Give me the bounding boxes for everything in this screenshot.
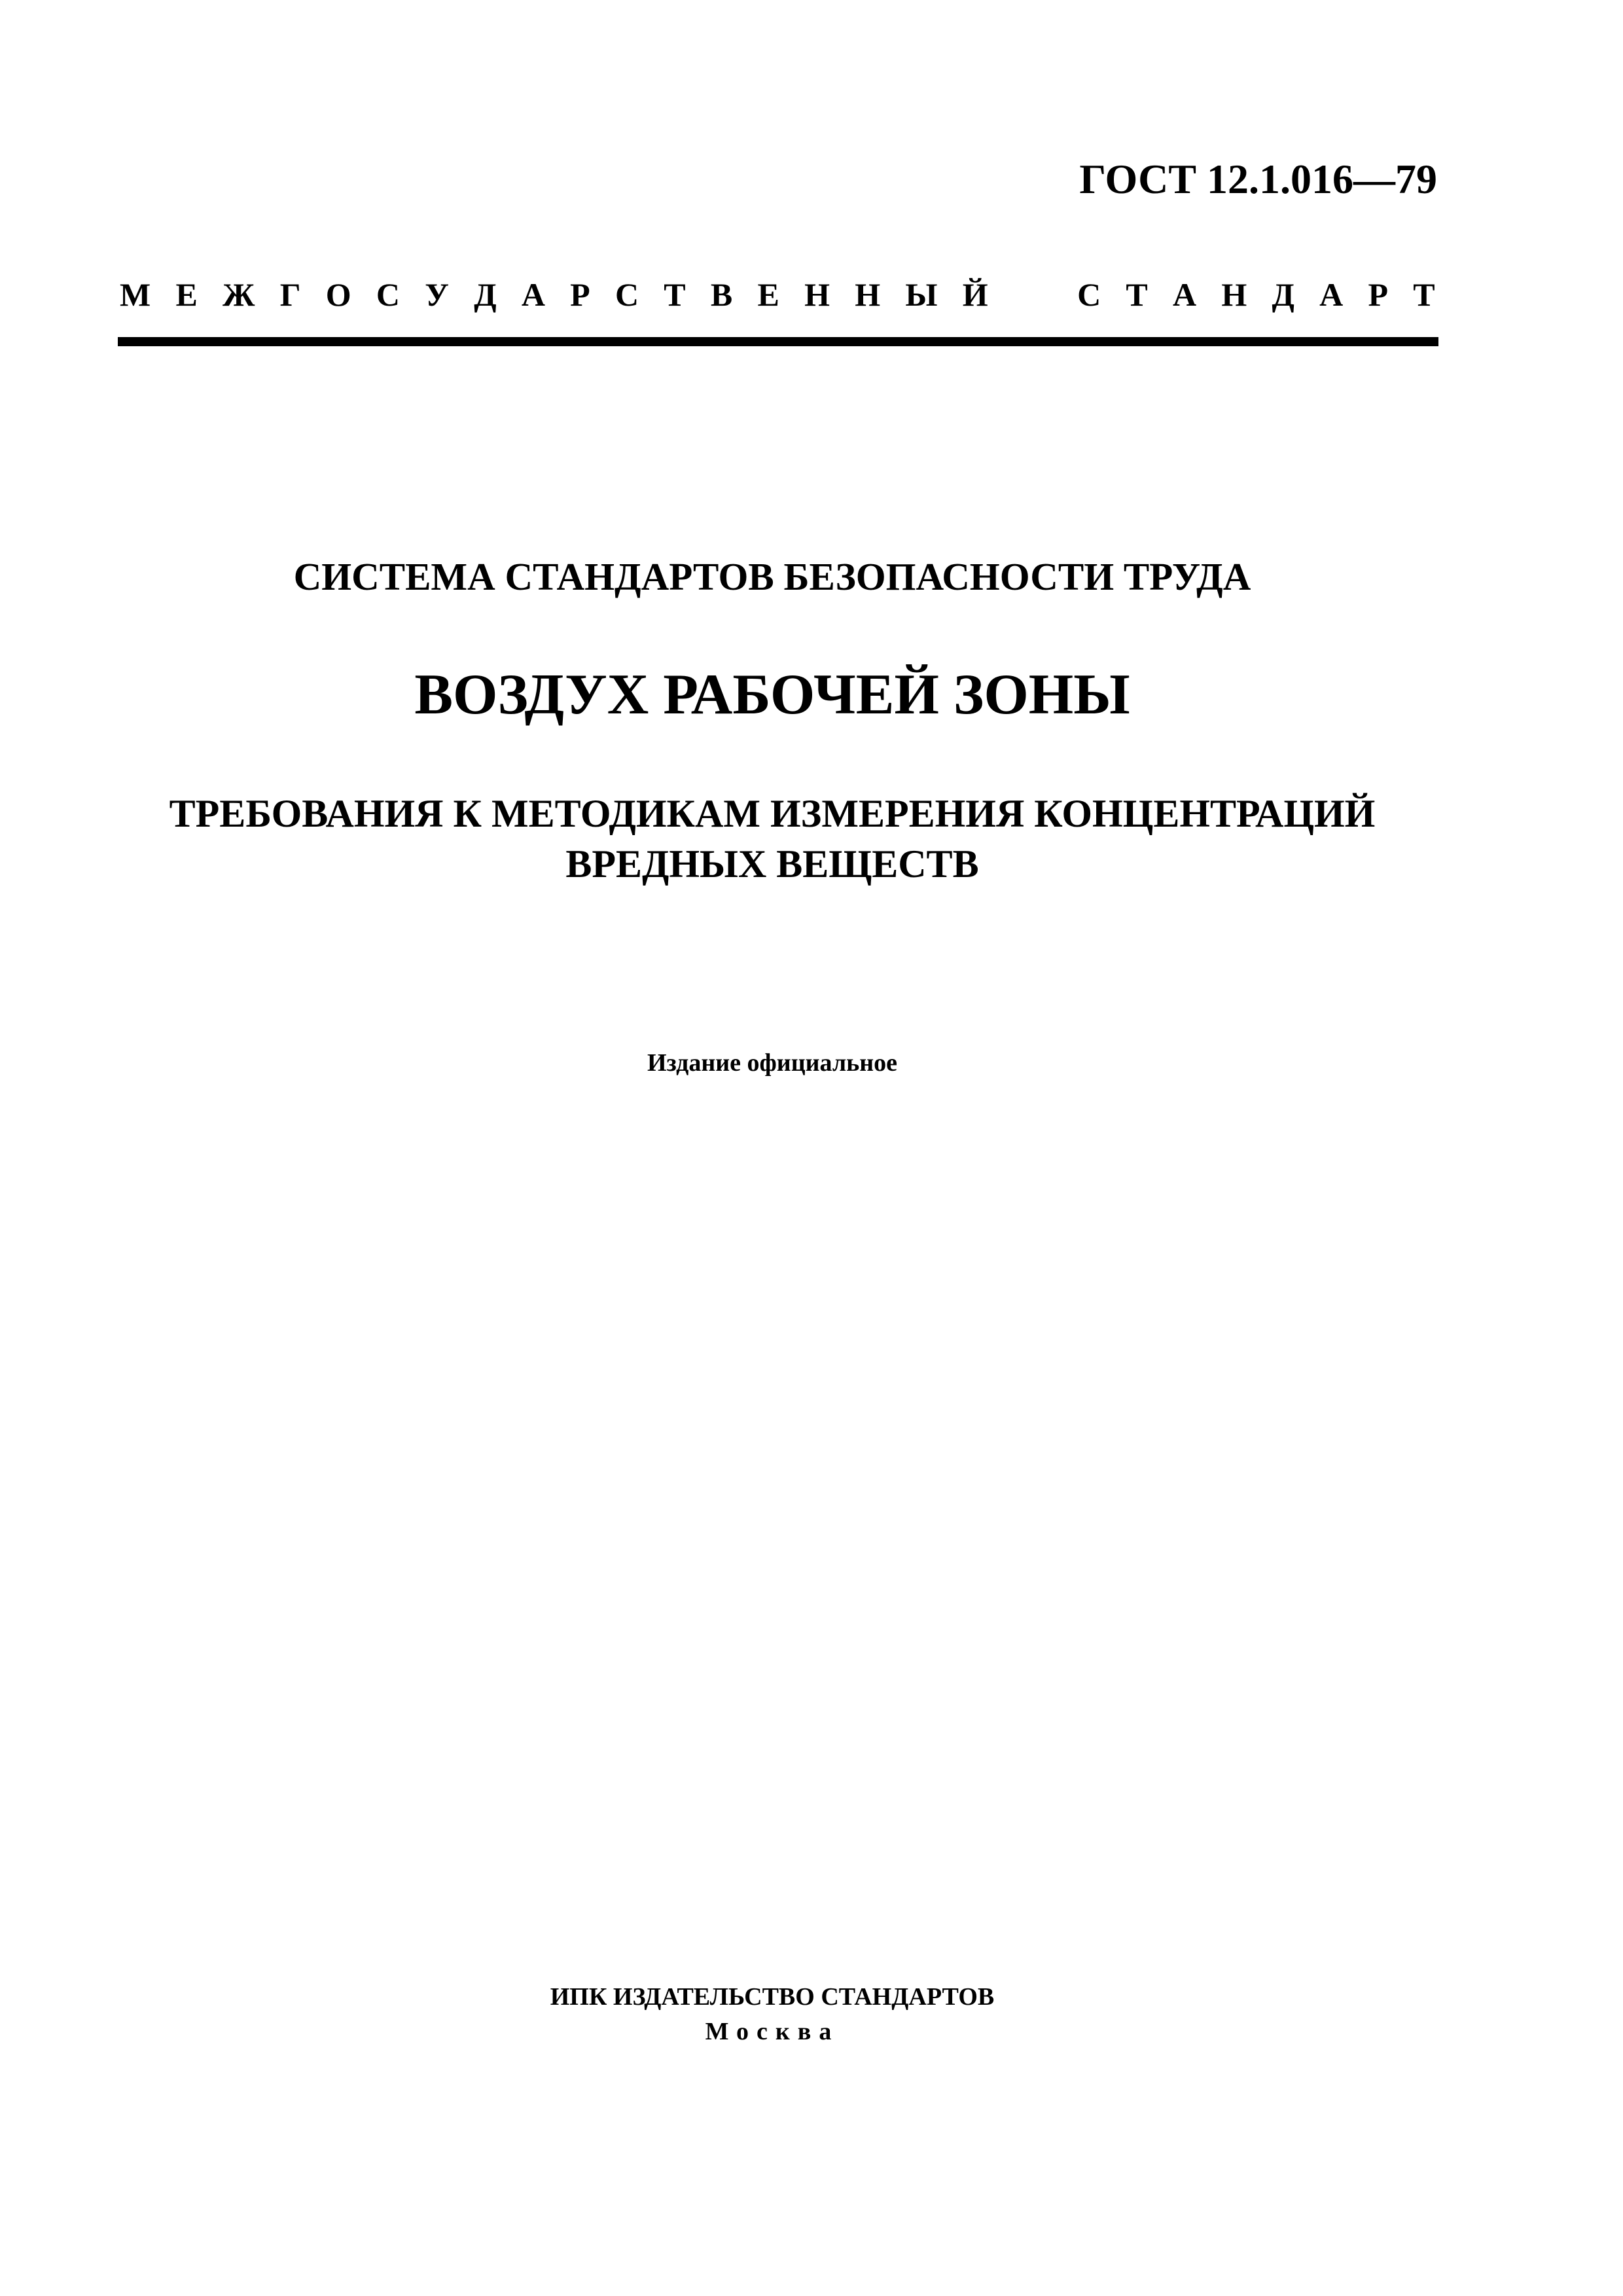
subtitle-line: ТРЕБОВАНИЯ К МЕТОДИКАМ ИЗМЕРЕНИЯ КОНЦЕНТРАЦИЙ [169,792,1376,835]
heading-letter: Т [1126,276,1148,313]
heading-letter: О [325,276,351,313]
document-number: ГОСТ 12.1.016—79 [1079,156,1437,202]
heading-letter: С [615,276,639,313]
heading-letter: Р [1368,276,1389,313]
heading-letter: Ы [905,276,938,313]
heading-letter: А [1319,276,1344,313]
heading-letter: Н [855,276,881,313]
header-divider [118,337,1438,346]
edition-note: Издание официальное [647,1049,897,1077]
heading-letter: С [1077,276,1101,313]
heading-letter: А [1173,276,1197,313]
publisher-city: Москва [705,2018,840,2045]
word-gap [1013,278,1052,311]
heading-letter: Е [175,276,198,313]
standards-system-title: СИСТЕМА СТАНДАРТОВ БЕЗОПАСНОСТИ ТРУДА [293,555,1251,598]
heading-letter: Т [664,276,686,313]
heading-letter: У [425,276,449,313]
heading-letter: Й [962,276,988,313]
heading-letter: Г [279,276,301,313]
heading-letter: М [120,276,151,313]
heading-letter: Е [757,276,779,313]
heading-letter: Ж [223,276,255,313]
heading-letter: А [521,276,545,313]
interstate-standard-heading [120,275,1435,314]
heading-letter: Р [570,276,590,313]
heading-letter: Д [1272,276,1294,313]
heading-letter: В [710,276,733,313]
main-title: ВОЗДУХ РАБОЧЕЙ ЗОНЫ [414,663,1130,726]
heading-letter: Н [1221,276,1247,313]
heading-letter: Н [804,276,830,313]
heading-letter: С [376,276,401,313]
heading-letter: Д [474,276,497,313]
subtitle-line: ВРЕДНЫХ ВЕЩЕСТВ [565,842,979,886]
publisher-name: ИПК ИЗДАТЕЛЬСТВО СТАНДАРТОВ [550,1983,995,2011]
heading-letter: Т [1413,276,1435,313]
